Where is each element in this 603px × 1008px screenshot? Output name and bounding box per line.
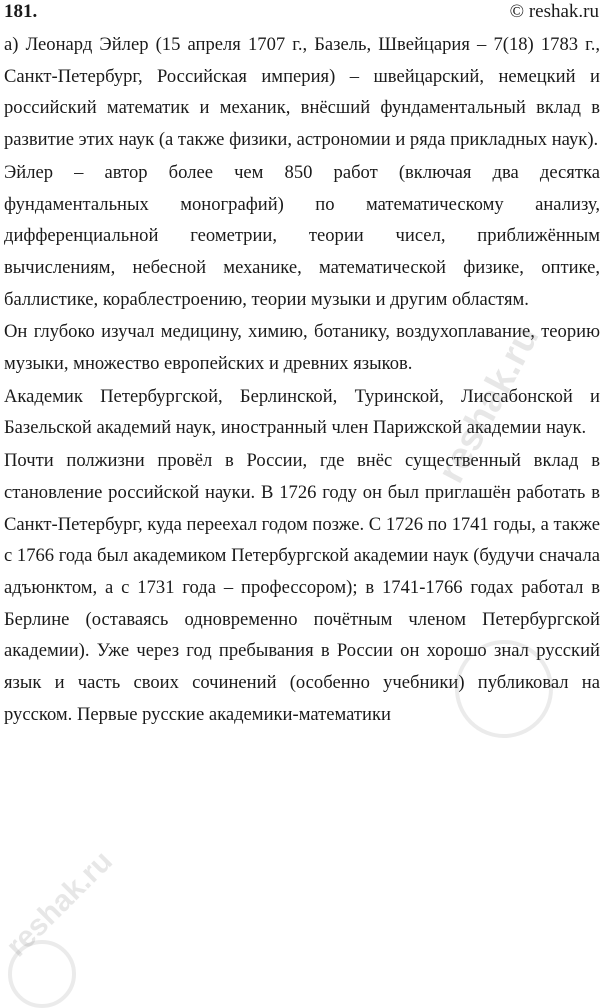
paragraph-works: Эйлер – автор более чем 850 работ (включая два десятка фундаментальных монографий) по математическому анализу, дифференциальной геометрии, теории чисел, приближённым вычислениям, небесной механике, математической физике, оптике, баллистике, кораблестроению, теории музыки и другим областям. <box>4 161 600 310</box>
watermark-text: reshak.ru <box>430 318 548 490</box>
site-copyright: © reshak.ru <box>509 1 599 22</box>
page-header <box>0 0 603 24</box>
paragraph-russia: Почти полжизни провёл в России, где внёс существенный вклад в становление российской науки. В 1726 году он был приглашён работать в Санкт-Петербург, куда переехал годом позже. С 1726 по 1741 годы, а также с 1766 года был академиком Петербургской академии наук (будучи сначала адъюнктом, а с 1731 года – профессором); в 1741-1766 годах работал в Берлине (оставаясь одновременно почётным членом Петербургской академии). Уже через год пребывания в России он хорошо знал русский язык и часть своих сочинений (особенно учебники) публиковал на русском. Первые русские академики-математики <box>4 450 600 725</box>
paragraph-academies: Академик Петербургской, Берлинской, Туринской, Лиссабонской и Базельской академий наук, иностранный член Парижской академии наук. <box>4 385 600 439</box>
watermark-circle <box>8 940 76 1008</box>
answer-text <box>4 29 600 730</box>
paragraph-studies: Он глубоко изучал медицину, химию, ботанику, воздухоплавание, теорию музыки, множество европейских и древних языков. <box>4 321 600 375</box>
paragraph-intro: а) Леонард Эйлер (15 апреля 1707 г., Базель, Швейцария – 7(18) 1783 г., Санкт-Петербург, Российская империя) – швейцарский, немецкий и российский математик и механик, внёсший фундаментальный вклад в развитие этих наук (а также физики, астрономии и ряда прикладных наук). <box>4 34 600 151</box>
watermark-text: reshak.ru <box>0 844 119 964</box>
task-number: 181. <box>4 1 38 22</box>
